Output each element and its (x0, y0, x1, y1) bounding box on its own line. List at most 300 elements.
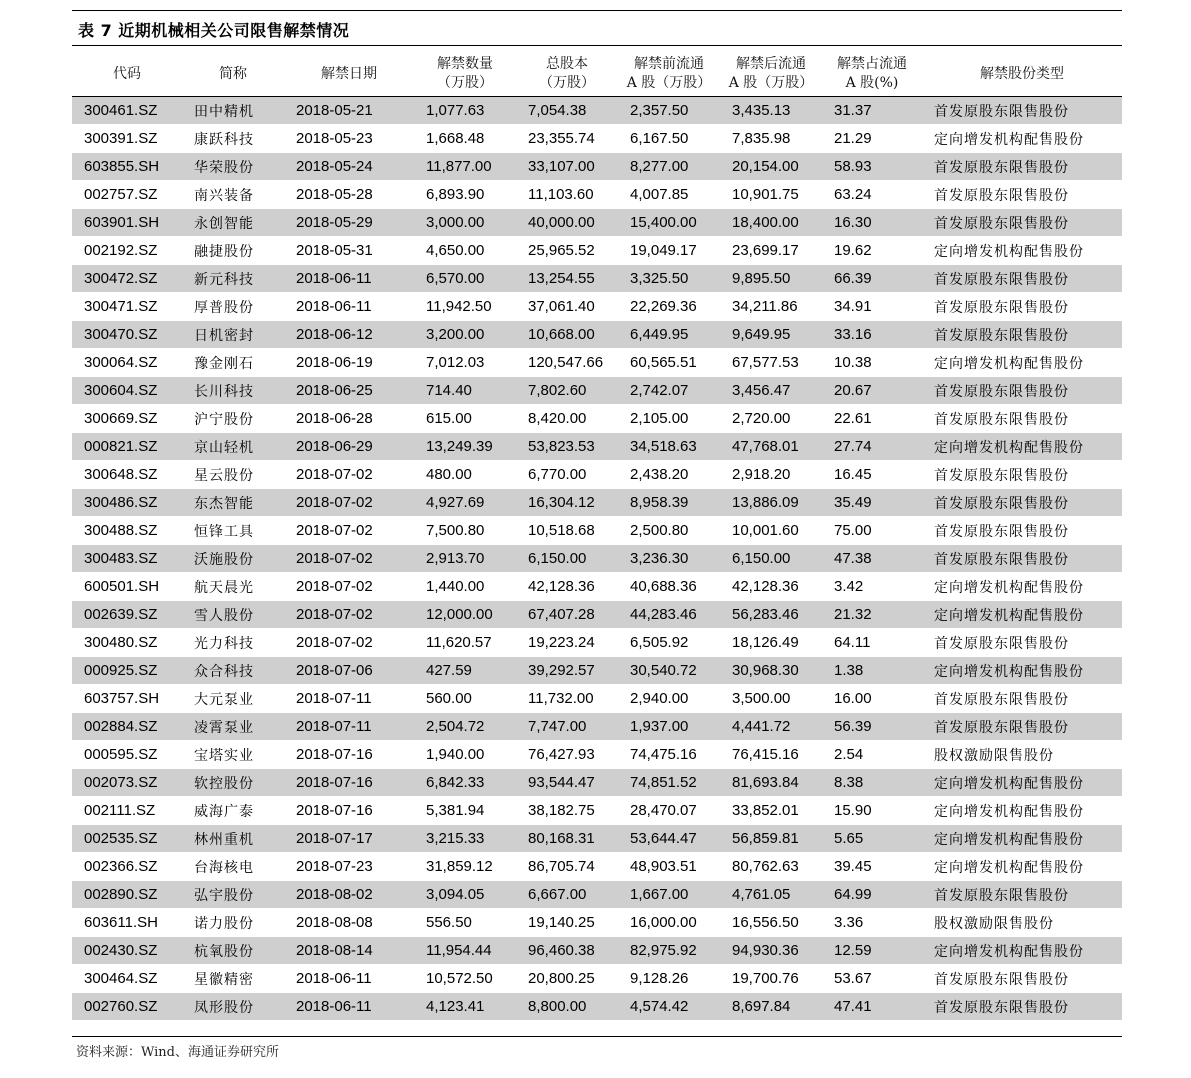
table-cell: 3,215.33 (414, 825, 516, 853)
table-cell: 宝塔实业 (182, 741, 284, 769)
table-cell: 300461.SZ (72, 97, 182, 125)
table-cell: 33,852.01 (720, 797, 822, 825)
table-cell: 9,649.95 (720, 321, 822, 349)
table-cell: 21.32 (822, 601, 922, 629)
table-row (72, 993, 1122, 1021)
table-cell: 002535.SZ (72, 825, 182, 853)
table-cell: 18,126.49 (720, 629, 822, 657)
table-cell: 67,407.28 (516, 601, 618, 629)
table-cell: 11,620.57 (414, 629, 516, 657)
table-cell: 2018-05-24 (284, 153, 414, 181)
table-cell: 首发原股东限售股份 (922, 405, 1122, 433)
table-cell: 64.11 (822, 629, 922, 657)
table-cell: 2018-06-29 (284, 433, 414, 461)
table-cell: 44,283.46 (618, 601, 720, 629)
table-cell: 首发原股东限售股份 (922, 321, 1122, 349)
table-cell: 首发原股东限售股份 (922, 265, 1122, 293)
column-header-line: A 股(%) (845, 75, 899, 91)
table-cell: 5,381.94 (414, 797, 516, 825)
table-cell: 2018-06-25 (284, 377, 414, 405)
table-cell: 定向增发机构配售股份 (922, 433, 1122, 461)
table-cell: 2018-05-23 (284, 125, 414, 153)
table-cell: 2018-07-02 (284, 601, 414, 629)
table-cell: 华荣股份 (182, 153, 284, 181)
table-row (72, 713, 1122, 741)
table-cell: 2018-07-17 (284, 825, 414, 853)
table-cell: 首发原股东限售股份 (922, 181, 1122, 209)
table-cell: 615.00 (414, 405, 516, 433)
table-cell: 2018-07-02 (284, 573, 414, 601)
table-cell: 2018-06-19 (284, 349, 414, 377)
table-cell: 2018-08-02 (284, 881, 414, 909)
table-cell: 定向增发机构配售股份 (922, 825, 1122, 853)
column-header (284, 52, 414, 97)
column-header-line: 解禁前流通 (634, 56, 704, 72)
table-cell: 2018-05-28 (284, 181, 414, 209)
table-cell: 35.49 (822, 489, 922, 517)
table-cell: 53.67 (822, 965, 922, 993)
table-cell: 2018-06-11 (284, 965, 414, 993)
table-cell: 田中精机 (182, 97, 284, 125)
table-row (72, 853, 1122, 881)
table-cell: 8,420.00 (516, 405, 618, 433)
table-cell: 定向增发机构配售股份 (922, 937, 1122, 965)
table-cell: 34,211.86 (720, 293, 822, 321)
lockup-expiry-table (72, 52, 1122, 1021)
table-cell: 定向增发机构配售股份 (922, 769, 1122, 797)
table-cell: 首发原股东限售股份 (922, 153, 1122, 181)
table-cell: 8,697.84 (720, 993, 822, 1021)
table-cell: 沪宁股份 (182, 405, 284, 433)
table-cell: 16.45 (822, 461, 922, 489)
table-row (72, 405, 1122, 433)
table-cell: 首发原股东限售股份 (922, 517, 1122, 545)
table-cell: 凤形股份 (182, 993, 284, 1021)
table-row (72, 209, 1122, 237)
table-cell: 融捷股份 (182, 237, 284, 265)
table-cell: 6,667.00 (516, 881, 618, 909)
table-cell: 34,518.63 (618, 433, 720, 461)
table-cell: 39,292.57 (516, 657, 618, 685)
table-row (72, 461, 1122, 489)
header-row (72, 52, 1122, 97)
table-row (72, 181, 1122, 209)
table-cell: 300604.SZ (72, 377, 182, 405)
table-cell: 3,094.05 (414, 881, 516, 909)
table-cell: 1,440.00 (414, 573, 516, 601)
column-header (516, 52, 618, 97)
table-cell: 7,747.00 (516, 713, 618, 741)
table-cell: 定向增发机构配售股份 (922, 349, 1122, 377)
table-cell: 首发原股东限售股份 (922, 881, 1122, 909)
table-cell: 2,500.80 (618, 517, 720, 545)
table-cell: 34.91 (822, 293, 922, 321)
table-cell: 6,842.33 (414, 769, 516, 797)
table-cell: 74,475.16 (618, 741, 720, 769)
table-cell: 3,000.00 (414, 209, 516, 237)
table-cell: 1,077.63 (414, 97, 516, 125)
table-cell: 10.38 (822, 349, 922, 377)
table-cell: 2,720.00 (720, 405, 822, 433)
table-row (72, 629, 1122, 657)
column-header (720, 52, 822, 97)
table-cell: 002111.SZ (72, 797, 182, 825)
table-cell: 40,000.00 (516, 209, 618, 237)
table-cell: 10,901.75 (720, 181, 822, 209)
table-cell: 33.16 (822, 321, 922, 349)
table-cell: 永创智能 (182, 209, 284, 237)
table-cell: 22.61 (822, 405, 922, 433)
table-cell: 光力科技 (182, 629, 284, 657)
table-cell: 300483.SZ (72, 545, 182, 573)
table-cell: 76,427.93 (516, 741, 618, 769)
table-cell: 300486.SZ (72, 489, 182, 517)
table-cell: 定向增发机构配售股份 (922, 853, 1122, 881)
table-cell: 4,441.72 (720, 713, 822, 741)
table-cell: 2,438.20 (618, 461, 720, 489)
table-cell: 东杰智能 (182, 489, 284, 517)
table-cell: 2,940.00 (618, 685, 720, 713)
table-cell: 13,249.39 (414, 433, 516, 461)
table-cell: 2018-07-02 (284, 517, 414, 545)
table-row (72, 265, 1122, 293)
column-header-line: 解禁股份类型 (980, 65, 1064, 82)
table-cell: 2018-05-21 (284, 97, 414, 125)
table-cell: 首发原股东限售股份 (922, 965, 1122, 993)
column-header-line: （万股） (437, 75, 493, 91)
column-header (414, 52, 516, 97)
table-cell: 1,668.48 (414, 125, 516, 153)
table-cell: 定向增发机构配售股份 (922, 125, 1122, 153)
table-cell: 2.54 (822, 741, 922, 769)
table-cell: 56,859.81 (720, 825, 822, 853)
table-cell: 6,570.00 (414, 265, 516, 293)
table-cell: 7,500.80 (414, 517, 516, 545)
table-cell: 74,851.52 (618, 769, 720, 797)
table-cell: 2,918.20 (720, 461, 822, 489)
table-cell: 2,504.72 (414, 713, 516, 741)
table-cell: 首发原股东限售股份 (922, 993, 1122, 1021)
table-cell: 75.00 (822, 517, 922, 545)
table-cell: 30,968.30 (720, 657, 822, 685)
table-cell: 10,572.50 (414, 965, 516, 993)
table-cell: 航天晨光 (182, 573, 284, 601)
table-cell: 82,975.92 (618, 937, 720, 965)
table-cell: 80,168.31 (516, 825, 618, 853)
table-row (72, 881, 1122, 909)
table-cell: 豫金刚石 (182, 349, 284, 377)
table-cell: 沃施股份 (182, 545, 284, 573)
table-cell: 2018-07-06 (284, 657, 414, 685)
table-cell: 19.62 (822, 237, 922, 265)
table-row (72, 237, 1122, 265)
table-cell: 厚普股份 (182, 293, 284, 321)
table-cell: 47,768.01 (720, 433, 822, 461)
column-header-line: A 股（万股） (728, 75, 814, 91)
column-header (182, 52, 284, 97)
table-cell: 603757.SH (72, 685, 182, 713)
table-cell: 诺力股份 (182, 909, 284, 937)
table-cell: 9,895.50 (720, 265, 822, 293)
table-cell: 首发原股东限售股份 (922, 713, 1122, 741)
table-cell: 京山轻机 (182, 433, 284, 461)
table-cell: 300648.SZ (72, 461, 182, 489)
table-cell: 11,103.60 (516, 181, 618, 209)
table-cell: 48,903.51 (618, 853, 720, 881)
table-cell: 16.30 (822, 209, 922, 237)
table-cell: 首发原股东限售股份 (922, 293, 1122, 321)
column-header (72, 52, 182, 97)
table-cell: 300391.SZ (72, 125, 182, 153)
table-cell: 星云股份 (182, 461, 284, 489)
table-cell: 4,650.00 (414, 237, 516, 265)
table-row (72, 125, 1122, 153)
table-cell: 7,802.60 (516, 377, 618, 405)
table-row (72, 489, 1122, 517)
table-cell: 恒锋工具 (182, 517, 284, 545)
table-cell: 6,449.95 (618, 321, 720, 349)
table-cell: 康跃科技 (182, 125, 284, 153)
table-cell: 8,958.39 (618, 489, 720, 517)
table-cell: 7,054.38 (516, 97, 618, 125)
table-cell: 首发原股东限售股份 (922, 489, 1122, 517)
table-cell: 2018-06-28 (284, 405, 414, 433)
table-cell: 60,565.51 (618, 349, 720, 377)
title-rule (72, 45, 1122, 46)
table-cell: 96,460.38 (516, 937, 618, 965)
table-cell: 股权激励限售股份 (922, 741, 1122, 769)
table-cell: 2,105.00 (618, 405, 720, 433)
table-cell: 40,688.36 (618, 573, 720, 601)
table-cell: 2018-08-14 (284, 937, 414, 965)
table-cell: 67,577.53 (720, 349, 822, 377)
column-header-line: 代码 (113, 65, 141, 82)
table-row (72, 349, 1122, 377)
table-cell: 2,357.50 (618, 97, 720, 125)
table-cell: 2018-06-11 (284, 293, 414, 321)
table-cell: 林州重机 (182, 825, 284, 853)
table-cell: 4,927.69 (414, 489, 516, 517)
table-row (72, 517, 1122, 545)
table-cell: 42,128.36 (516, 573, 618, 601)
table-row (72, 573, 1122, 601)
table-cell: 480.00 (414, 461, 516, 489)
table-cell: 7,835.98 (720, 125, 822, 153)
table-cell: 002073.SZ (72, 769, 182, 797)
table-cell: 3,325.50 (618, 265, 720, 293)
table-cell: 弘宇股份 (182, 881, 284, 909)
table-cell: 300471.SZ (72, 293, 182, 321)
table-row (72, 909, 1122, 937)
table-cell: 94,930.36 (720, 937, 822, 965)
table-cell: 3,500.00 (720, 685, 822, 713)
table-cell: 5.65 (822, 825, 922, 853)
table-cell: 300464.SZ (72, 965, 182, 993)
table-cell: 16,304.12 (516, 489, 618, 517)
table-cell: 42,128.36 (720, 573, 822, 601)
table-cell: 002366.SZ (72, 853, 182, 881)
table-cell: 120,547.66 (516, 349, 618, 377)
table-cell: 20,154.00 (720, 153, 822, 181)
table-cell: 6,167.50 (618, 125, 720, 153)
table-cell: 定向增发机构配售股份 (922, 237, 1122, 265)
table-cell: 16,000.00 (618, 909, 720, 937)
table-cell: 16.00 (822, 685, 922, 713)
table-cell: 6,150.00 (720, 545, 822, 573)
table-cell: 47.41 (822, 993, 922, 1021)
table-cell: 3,236.30 (618, 545, 720, 573)
table-cell: 6,505.92 (618, 629, 720, 657)
table-cell: 18,400.00 (720, 209, 822, 237)
table-cell: 300488.SZ (72, 517, 182, 545)
table-body (72, 97, 1122, 1021)
table-cell: 2,742.07 (618, 377, 720, 405)
table-row (72, 657, 1122, 685)
table-cell: 2018-07-02 (284, 489, 414, 517)
table-row (72, 769, 1122, 797)
table-cell: 2018-07-11 (284, 685, 414, 713)
table-cell: 4,761.05 (720, 881, 822, 909)
table-cell: 19,700.76 (720, 965, 822, 993)
table-cell: 13,254.55 (516, 265, 618, 293)
table-cell: 300064.SZ (72, 349, 182, 377)
table-cell: 53,644.47 (618, 825, 720, 853)
table-cell: 股权激励限售股份 (922, 909, 1122, 937)
table-cell: 2018-07-16 (284, 769, 414, 797)
table-cell: 22,269.36 (618, 293, 720, 321)
table-cell: 15.90 (822, 797, 922, 825)
table-cell: 93,544.47 (516, 769, 618, 797)
table-cell: 1,940.00 (414, 741, 516, 769)
table-cell: 31.37 (822, 97, 922, 125)
table-cell: 2018-06-11 (284, 993, 414, 1021)
table-cell: 众合科技 (182, 657, 284, 685)
table-cell: 10,001.60 (720, 517, 822, 545)
table-cell: 2018-07-02 (284, 461, 414, 489)
table-cell: 首发原股东限售股份 (922, 377, 1122, 405)
table-cell: 首发原股东限售股份 (922, 545, 1122, 573)
table-cell: 10,668.00 (516, 321, 618, 349)
table-cell: 56,283.46 (720, 601, 822, 629)
table-cell: 首发原股东限售股份 (922, 209, 1122, 237)
column-header-line: 解禁日期 (321, 65, 377, 82)
table-cell: 300472.SZ (72, 265, 182, 293)
table-cell: 2018-05-29 (284, 209, 414, 237)
table-row (72, 321, 1122, 349)
table-row (72, 153, 1122, 181)
table-cell: 2018-07-02 (284, 629, 414, 657)
table-cell: 560.00 (414, 685, 516, 713)
table-cell: 31,859.12 (414, 853, 516, 881)
table-cell: 12,000.00 (414, 601, 516, 629)
table-cell: 11,942.50 (414, 293, 516, 321)
table-cell: 长川科技 (182, 377, 284, 405)
table-cell: 首发原股东限售股份 (922, 629, 1122, 657)
table-cell: 603855.SH (72, 153, 182, 181)
table-cell: 66.39 (822, 265, 922, 293)
table-cell: 定向增发机构配售股份 (922, 657, 1122, 685)
table-cell: 21.29 (822, 125, 922, 153)
table-cell: 000821.SZ (72, 433, 182, 461)
column-header-line: A 股（万股） (626, 75, 712, 91)
table-cell: 8,277.00 (618, 153, 720, 181)
table-cell: 2018-07-16 (284, 741, 414, 769)
top-rule (72, 10, 1122, 11)
table-cell: 8,800.00 (516, 993, 618, 1021)
table-row (72, 601, 1122, 629)
table-cell: 47.38 (822, 545, 922, 573)
table-cell: 002890.SZ (72, 881, 182, 909)
column-header-line: 解禁数量 (437, 56, 493, 72)
table-cell: 6,150.00 (516, 545, 618, 573)
table-cell: 556.50 (414, 909, 516, 937)
table-cell: 33,107.00 (516, 153, 618, 181)
table-cell: 000925.SZ (72, 657, 182, 685)
table-title: 表 7 近期机械相关公司限售解禁情况 (78, 21, 350, 40)
table-cell: 首发原股东限售股份 (922, 685, 1122, 713)
table-cell: 11,732.00 (516, 685, 618, 713)
table-cell: 8.38 (822, 769, 922, 797)
table-cell: 3,200.00 (414, 321, 516, 349)
table-cell: 600501.SH (72, 573, 182, 601)
table-cell: 6,770.00 (516, 461, 618, 489)
table-cell: 19,049.17 (618, 237, 720, 265)
column-header (922, 52, 1122, 97)
table-row (72, 937, 1122, 965)
table-cell: 19,223.24 (516, 629, 618, 657)
table-cell: 新元科技 (182, 265, 284, 293)
table-cell: 002760.SZ (72, 993, 182, 1021)
table-cell: 2,913.70 (414, 545, 516, 573)
table-cell: 日机密封 (182, 321, 284, 349)
column-header-line: 总股本 (546, 56, 588, 72)
table-cell: 3.36 (822, 909, 922, 937)
table-cell: 6,893.90 (414, 181, 516, 209)
table-cell: 23,699.17 (720, 237, 822, 265)
table-cell: 2018-07-16 (284, 797, 414, 825)
table-cell: 12.59 (822, 937, 922, 965)
table-cell: 002884.SZ (72, 713, 182, 741)
table-cell: 4,574.42 (618, 993, 720, 1021)
table-cell: 2018-05-31 (284, 237, 414, 265)
table-cell: 首发原股东限售股份 (922, 461, 1122, 489)
table-cell: 81,693.84 (720, 769, 822, 797)
bottom-rule (72, 1036, 1122, 1037)
table-row (72, 965, 1122, 993)
table-row (72, 685, 1122, 713)
table-row (72, 293, 1122, 321)
table-cell: 38,182.75 (516, 797, 618, 825)
table-cell: 16,556.50 (720, 909, 822, 937)
column-header-line: 解禁后流通 (736, 56, 806, 72)
table-cell: 63.24 (822, 181, 922, 209)
table-cell: 37,061.40 (516, 293, 618, 321)
table-cell: 凌霄泵业 (182, 713, 284, 741)
table-cell: 台海核电 (182, 853, 284, 881)
table-cell: 53,823.53 (516, 433, 618, 461)
table-cell: 30,540.72 (618, 657, 720, 685)
table-cell: 定向增发机构配售股份 (922, 797, 1122, 825)
table-cell: 15,400.00 (618, 209, 720, 237)
table-row (72, 433, 1122, 461)
table-cell: 3,456.47 (720, 377, 822, 405)
table-cell: 002757.SZ (72, 181, 182, 209)
table-cell: 首发原股东限售股份 (922, 97, 1122, 125)
table-cell: 002430.SZ (72, 937, 182, 965)
table-cell: 雪人股份 (182, 601, 284, 629)
table-cell: 2018-08-08 (284, 909, 414, 937)
table-cell: 大元泵业 (182, 685, 284, 713)
